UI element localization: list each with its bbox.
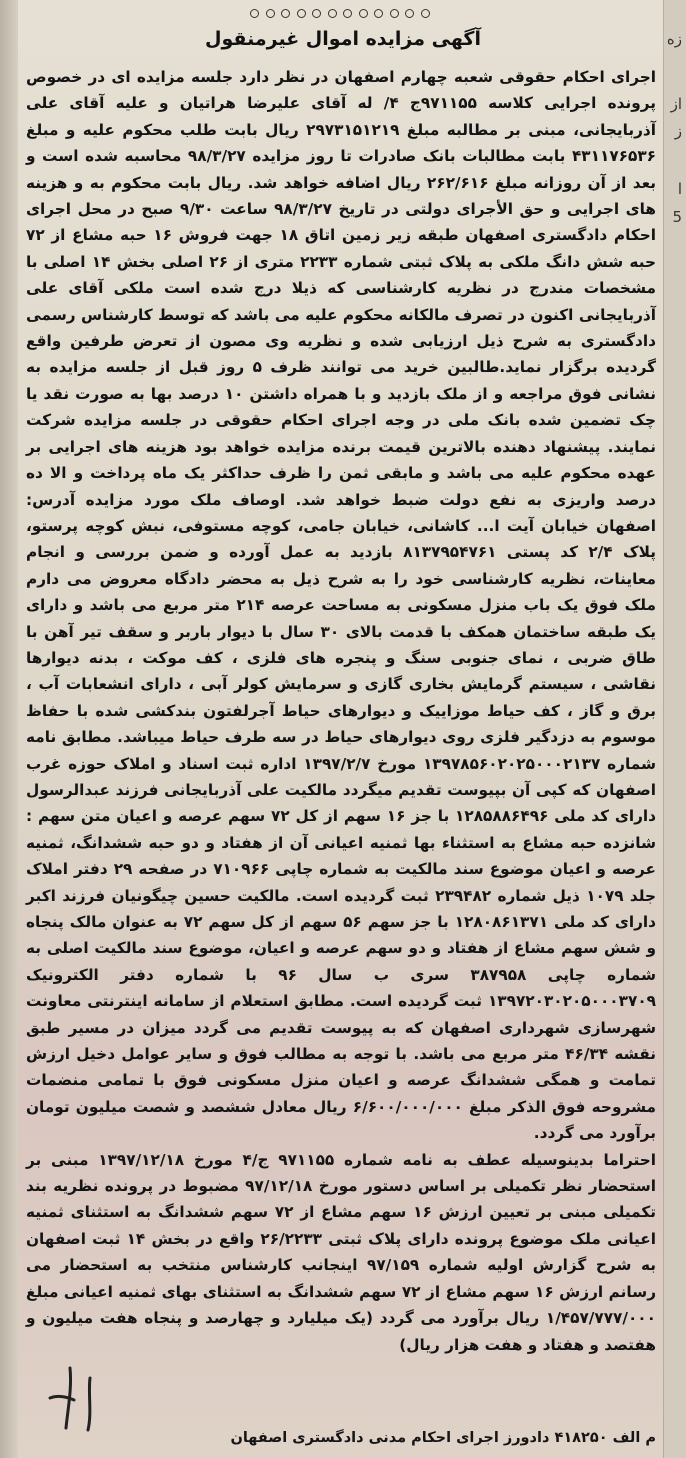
header-ornament (250, 6, 430, 20)
notice-paragraph-1: اجرای احکام حقوقی شعبه چهارم اصفهان در نظر دارد جلسه مزایده ای در خصوص پرونده اجرایی کلاسه ۹۷۱۱۵۵ج ۴/ له آقای علیرضا هراتیان و علیه آقای علی آذربایجانی، مبنی بر مطالبه مبلغ ۲۹۷۳۱۵۱۲۱۹ ریال بابت طلب محکوم علیه و مبلغ ۴۳۱۱۷۶۵۳۶ بابت مطالبات بانک صادرات تا روز مزایده ۹۸/۳/۲۷ محاسبه شده است و بعد از آن روزانه مبلغ ۲۶۲/۶۱۶ ریال اضافه خواهد شد. ریال بابت محکوم به و هزینه های اجرایی و حق الأجرای دولتی در تاریخ ۹۸/۳/۲۷ ساعت ۹/۳۰ صبح در محل اجرای احکام دادگستری اصفهان طبقه زیر زمین اتاق ۱۸ جهت فروش ۱۶ حبه مشاع از ۷۲ حبه شش دانگ ملکی به پلاک ثبتی شماره ۲۲۳۳ متری از ۲۶ اصلی بخش ۱۴ اصلی با مشخصات مندرج در نظریه کارشناسی که ذیلا درج شده است ملکی آقای علی آذربایجانی اکنون در تصرف مالکانه محکوم علیه می باشد که توسط کارشناس رسمی دادگستری به شرح ذیل ارزیابی شده و نظریه وی مصون از تعرض طرفین واقع گردیده برگزار نماید.طالبین خرید می توانند ظرف ۵ روز قبل از جلسه مزایده به نشانی فوق مراجعه و از ملک بازدید و با همراه داشتن ۱۰ درصد بها به صورت نقد یا چک تضمین شده بانک ملی در وجه اجرای احکام حقوقی در جلسه مزایده شرکت نمایند. پیشنهاد دهنده بالاترین قیمت برنده مزایده خواهد بود هزینه های اجرایی بر عهده محکوم علیه می باشد و مابقی ثمن را ظرف حداکثر یک ماه پرداخت و الا ده درصد واریزی به نفع دولت ضبط خواهد شد. اوصاف ملک مورد مزایده آدرس: اصفهان خیابان آیت ا... کاشانی، خیابان جامی، کوچه مستوفی، نبش کوچه پرستو، پلاک ۲/۴ کد پستی ۸۱۳۷۹۵۴۷۶۱ بازدید به عمل آورده و ضمن بررسی و انجام معاینات، نظریه کارشناسی خود را به شرح ذیل به محضر دادگاه معروض می دارم ملک فوق یک باب منزل مسکونی به مساحت عرصه ۲۱۴ متر مربع می باشد و دارای یک طبقه ساختمان همکف با قدمت بالای ۳۰ سال با دیوار باربر و سقف تیر آهن با طاق ضربی ، نمای جنوبی سنگ و پنجره های فلزی ، کف موکت ، بدنه دیوارها نقاشی ، سیستم گرمایش بخاری گازی و سرمایش کولر آبی ، دارای انشعابات آب ، برق و گاز ، کف حیاط موزاییک و دیوارهای حیاط آجرلفتون بندکشی شده با حفاظ موسوم به دزدگیر فلزی روی دیوارهای حیاط در سه طرف حیاط میباشد. مطابق نامه شماره ۱۳۹۷۸۵۶۰۲۰۲۵۰۰۰۲۱۳۷ مورخ ۱۳۹۷/۲/۷ اداره ثبت اسناد و املاک حوزه غرب اصفهان که کپی آن بپیوست تقدیم میگردد مالکیت علی آذربایجانی فرزند عبدالرسول دارای کد ملی ۱۲۸۵۸۸۶۴۹۶ با جز ۱۶ سهم از کل ۷۲ سهم عرصه و اعیان متن سهم : شانزده حبه مشاع به استثناء بها ثمنیه اعیانی آن از هفتاد و دو حبه ششدانگ، ثمنیه عرصه و اعیان موضوع سند مالکیت به شماره چاپی ۷۱۰۹۶۶ در صفحه ۲۹ دفتر املاک جلد ۱۰۷۹ ذیل شماره ۲۳۹۴۸۲ ثبت گردیده است. مالکیت حسین چیگونیان فرزند اکبر دارای کد ملی ۱۲۸۰۸۶۱۳۷۱ با جز سهم ۵۶ سهم از کل سهم ۷۲ به عنوان مالک پنجاه و شش سهم مشاع از هفتاد و دو سهم عرصه و اعیان، موضوع سند مالکیت اصلی به شماره چاپی ۳۸۷۹۵۸ سری ب سال ۹۶ با شماره دفتر الکترونیک ۱۳۹۷۲۰۳۰۲۰۵۰۰۰۳۷۰۹ ثبت گردیده است. مطابق استعلام از سامانه اینترنتی معاونت شهرسازی شهرداری اصفهان که به پیوست تقدیم می گردد میزان در مسیر طبق نقشه ۴۶/۳۴ متر مربع می باشد. با توجه به مطالب فوق و سایر عوامل دخیل ارزش تمامت و همگی ششدانگ عرصه و اعیان منزل مسکونی فوق با تمامی منضمات مشروحه فوق الذکر مبلغ ۶/۶۰۰/۰۰۰/۰۰۰ ریال معادل ششصد و شصت میلیون تومان برآورد می گردد. (26, 68, 657, 1143)
signature-scribble (30, 1358, 140, 1438)
notice-footer: م الف ۴۱۸۲۵۰ دادورز اجرای احکام مدنی دادگستری اصفهان (230, 1430, 656, 1446)
margin-fragment: زه (666, 30, 682, 48)
right-page-edge (663, 0, 686, 1458)
notice-paragraph-2: احتراما بدینوسیله عطف به نامه شماره ۹۷۱۱۵۵ ج/۴ مورخ ۱۳۹۷/۱۲/۱۸ مبنی بر استحضار نظر تکمیلی بر اساس دستور مورخ ۹۷/۱۲/۱۸ مضبوط در پرونده نظریه بند تکمیلی مبنی بر تعیین ارزش ۱۶ سهم مشاع از ۷۲ سهم ششدانگ به استثنای ثمنیه اعیانی ملک موضوع پرونده دارای پلاک ثبتی ۲۶/۲۲۳۳ واقع در بخش ۱۴ ثبت اصفهان به شرح گزارش اولیه شماره ۹۷/۱۵۹ اینجانب کارشناس منتخب به استحضار می رسانم ارزش ۱۶ سهم مشاع از ۷۲ سهم ششدانگ به استثنای بهای ثمنیه اعیانی مبلغ ۱/۴۵۷/۷۷۷/۰۰۰ ریال برآورد می گردد (یک میلیارد و چهارصد و پنجاه هفت میلیون و هفتصد و هفتاد و هفت هزار ریال) (26, 1150, 657, 1354)
margin-fragment: ز (674, 122, 682, 140)
notice-body (26, 64, 656, 1358)
margin-fragment: 5 (672, 208, 682, 226)
margin-fragment: ا (677, 180, 682, 198)
margin-fragment: از (670, 95, 682, 113)
page-title: آگهی مزایده اموال غیرمنقول (205, 28, 481, 50)
left-page-edge (0, 0, 18, 1458)
